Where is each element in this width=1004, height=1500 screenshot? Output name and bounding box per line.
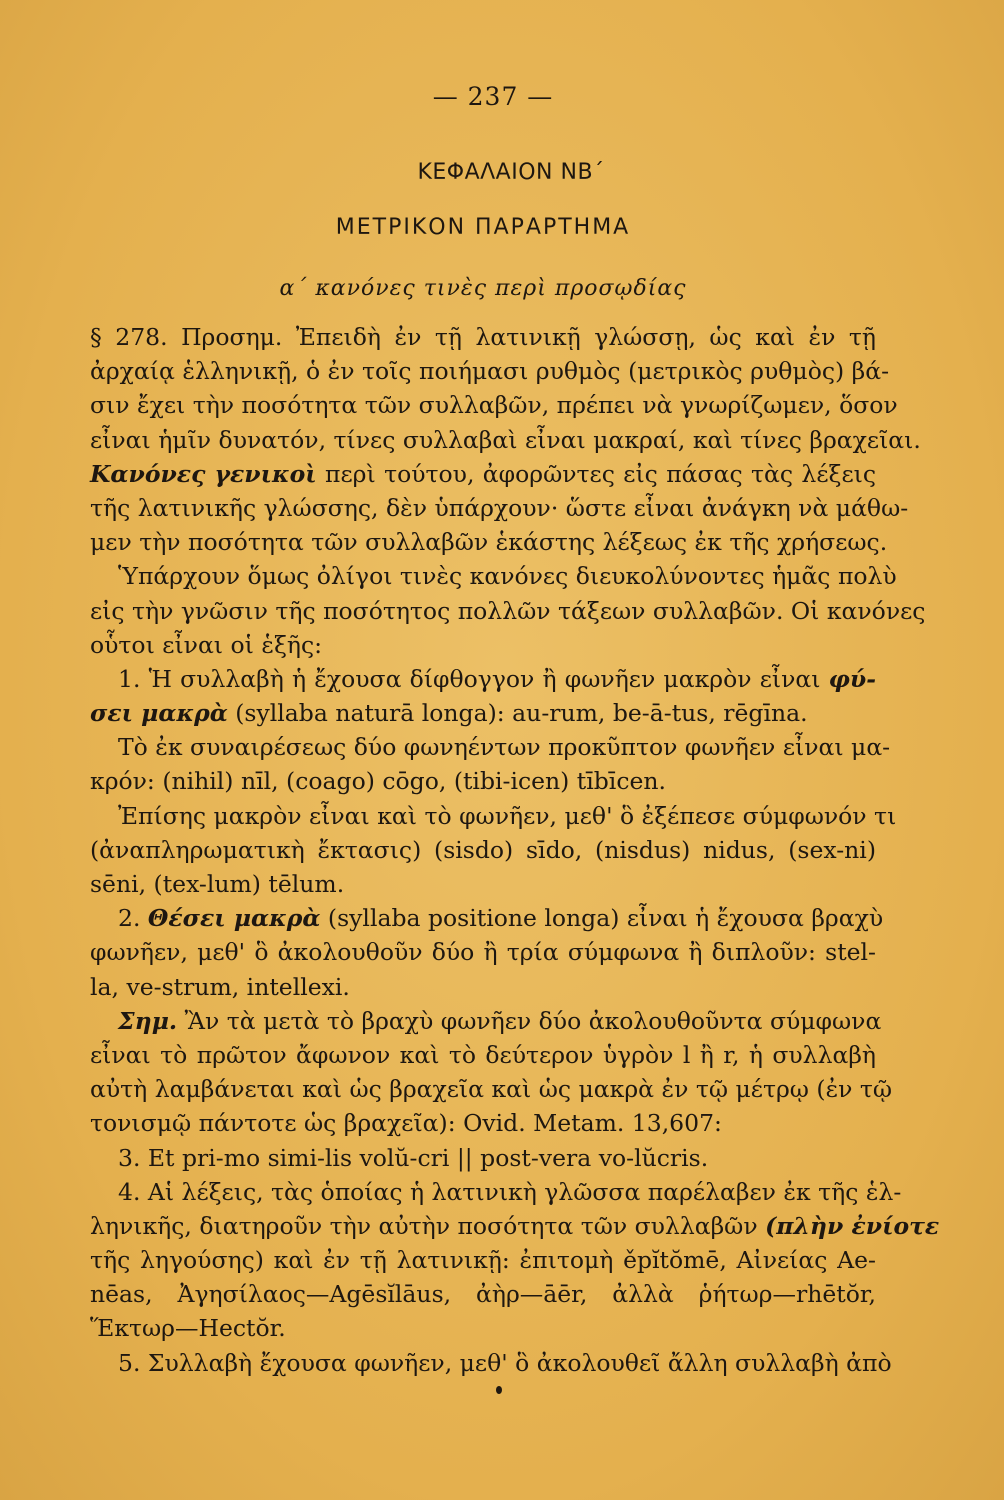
text-segment: εἰς τὴν γνῶσιν τῆς ποσότητος πολλῶν τάξεων συλλαβῶν. Οἱ κανόνες <box>90 596 926 625</box>
text-line <box>90 594 926 628</box>
text-segment: σιν ἔχει τὴν ποσότητα τῶν συλλαβῶν, πρέπει νὰ γνωρίζωμεν, ὅσον <box>90 391 898 420</box>
emphasized-text: Σημ. <box>118 1006 178 1035</box>
text-line <box>90 491 909 525</box>
text-line <box>90 1004 882 1038</box>
text-line <box>90 764 876 798</box>
text-line <box>90 559 897 593</box>
text-segment: ληνικῆς, διατηροῦν τὴν αὐτὴν ποσότητα τῶν συλλαβῶν <box>90 1211 766 1240</box>
text-line <box>90 1175 902 1209</box>
text-line <box>90 1243 876 1277</box>
body-text <box>90 320 940 1380</box>
text-line <box>90 833 876 867</box>
text-line <box>90 1311 876 1345</box>
text-segment: (ἀναπληρωματικὴ ἔκτασις) (sisdo) sīdo, (nisdus) nidus, (sex-ni) <box>90 835 876 864</box>
text-line <box>90 1106 876 1140</box>
text-segment: Ἕκτωρ—Hectŏr. <box>90 1314 286 1343</box>
text-segment: 5. Συλλαβὴ ἔχουσα φωνῆεν, μεθ' ὃ ἀκολουθεῖ ἄλλη συλλαβὴ ἀπὸ <box>118 1348 892 1377</box>
text-segment: sēni, (tex-lum) tēlum. <box>90 870 345 898</box>
text-line <box>90 388 898 422</box>
text-segment: τῆς λατινικῆς γλώσσης, δὲν ὑπάρχουν· ὥστε εἶναι ἀνάγκη νὰ μάθω- <box>90 493 909 522</box>
text-line <box>90 901 884 935</box>
text-segment: Ἂν τὰ μετὰ τὸ βραχὺ φωνῆεν δύο ἀκολουθοῦντα σύμφωνα <box>177 1006 882 1035</box>
text-segment: (syllaba positione longa) εἶναι ἡ ἔχουσα βραχὺ <box>320 904 884 933</box>
text-line <box>90 696 876 730</box>
text-segment: Τὸ ἐκ συναιρέσεως δύο φωνηέντων προκῦπτον φωνῆεν εἶναι μα- <box>118 733 891 762</box>
text-segment: φωνῆεν, μεθ' ὃ ἀκολουθοῦν δύο ἢ τρία σύμφωνα ἢ διπλοῦν: stel- <box>90 938 876 967</box>
text-segment: οὗτοι εἶναι οἱ ἑξῆς: <box>90 630 323 659</box>
appendix-title: ΜΕΤΡΙΚΟΝ ΠΑΡΑΡΤΗΜΑ <box>335 215 631 240</box>
text-line <box>90 525 888 559</box>
text-segment: 1. Ἡ συλλαβὴ ἡ ἔχουσα δίφθογγον ἢ φωνῆεν μακρὸν εἶναι <box>118 664 829 693</box>
emphasized-text: Θέσει μακρὰ <box>147 904 321 933</box>
text-line <box>90 662 876 696</box>
text-line <box>90 1277 876 1311</box>
emphasized-text: Κανόνες γενικοὶ <box>90 459 317 488</box>
text-line <box>90 867 876 901</box>
text-segment: περὶ τούτου, ἀφορῶντες εἰς πάσας τὰς λέξεις <box>316 459 876 488</box>
text-line <box>90 457 876 491</box>
text-line <box>90 799 897 833</box>
text-line <box>90 970 876 1004</box>
text-line <box>90 423 921 457</box>
text-segment: 2. <box>118 904 148 933</box>
text-line <box>90 628 876 662</box>
text-segment: Ἐπίσης μακρὸν εἶναι καὶ τὸ φωνῆεν, μεθ' ὃ ἐξέπεσε σύμφωνόν τι <box>118 801 897 830</box>
emphasized-text: φύ- <box>828 664 876 693</box>
text-segment: § 278. Προσημ. Ἐπειδὴ ἐν τῇ λατινικῇ γλώσσῃ, ὡς καὶ ἐν τῇ <box>90 323 876 351</box>
text-line <box>90 1209 940 1243</box>
text-segment: ἀρχαίᾳ ἑλληνικῇ, ὁ ἐν τοῖς ποιήμασι ρυθμὸς (μετρικὸς ρυθμὸς) βά- <box>90 357 890 386</box>
emphasized-text: (πλὴν ἐνίοτε <box>765 1211 940 1240</box>
text-line <box>90 1346 892 1380</box>
text-segment: (syllaba naturā longa): au-rum, be-ā-tus, rēgīna. <box>227 699 808 728</box>
text-segment: κρόν: (nihil) nīl, (coago) cōgo, (tibi-icen) tībīcen. <box>90 767 666 796</box>
text-segment: 4. Αἱ λέξεις, τὰς ὁποίας ἡ λατινικὴ γλῶσσα παρέλαβεν ἐκ τῆς ἑλ- <box>118 1177 902 1206</box>
text-segment: τονισμῷ πάντοτε ὡς βραχεῖα): Ovid. Metam. 13,607: <box>90 1109 722 1138</box>
text-segment: la, ve-strum, intellexi. <box>90 972 350 1001</box>
text-segment: εἶναι ἡμῖν δυνατόν, τίνες συλλαβαὶ εἶναι μακραί, καὶ τίνες βραχεῖαι. <box>90 425 921 454</box>
text-line <box>90 320 876 354</box>
ink-mark <box>496 1386 502 1394</box>
chapter-heading: ΚΕΦΑΛΑΙΟΝ ΝΒ΄ <box>417 160 605 185</box>
text-line <box>90 1141 876 1175</box>
text-line <box>90 730 891 764</box>
text-segment: 3. Et pri-mo simi-lis volŭ-cri || post-vera vo-lŭcris. <box>118 1143 709 1172</box>
text-segment: εἶναι τὸ πρῶτον ἄφωνον καὶ τὸ δεύτερον ὑγρὸν l ἢ r, ἡ συλλαβὴ <box>90 1040 876 1069</box>
text-segment: τῆς ληγούσης) καὶ ἐν τῇ λατινικῇ: ἐπιτομὴ ěpĭtŏmē, Αἰνείας Ae- <box>90 1246 876 1275</box>
text-line <box>90 354 890 388</box>
text-line <box>90 935 876 969</box>
text-segment: αὐτὴ λαμβάνεται καὶ ὡς βραχεῖα καὶ ὡς μακρὰ ἐν τῷ μέτρῳ (ἐν τῷ <box>90 1075 893 1104</box>
emphasized-text: σει μακρὰ <box>90 699 228 728</box>
text-segment: Ὑπάρχουν ὅμως ὀλίγοι τινὲς κανόνες διευκολύνοντες ἡμᾶς πολὺ <box>118 562 897 591</box>
text-segment: μεν τὴν ποσότητα τῶν συλλαβῶν ἑκάστης λέξεως ἐκ τῆς χρήσεως. <box>90 528 888 557</box>
text-segment: nēas, Ἀγησίλαος—Agēsĭlāus, ἀὴρ—āēr, ἀλλὰ ῥήτωρ—rhētŏr, <box>90 1280 876 1309</box>
text-line <box>90 1072 893 1106</box>
page-number: — 237 — <box>432 82 554 111</box>
section-subtitle: α΄ κανόνες τινὲς περὶ προσῳδίας <box>279 276 687 301</box>
text-line <box>90 1038 876 1072</box>
